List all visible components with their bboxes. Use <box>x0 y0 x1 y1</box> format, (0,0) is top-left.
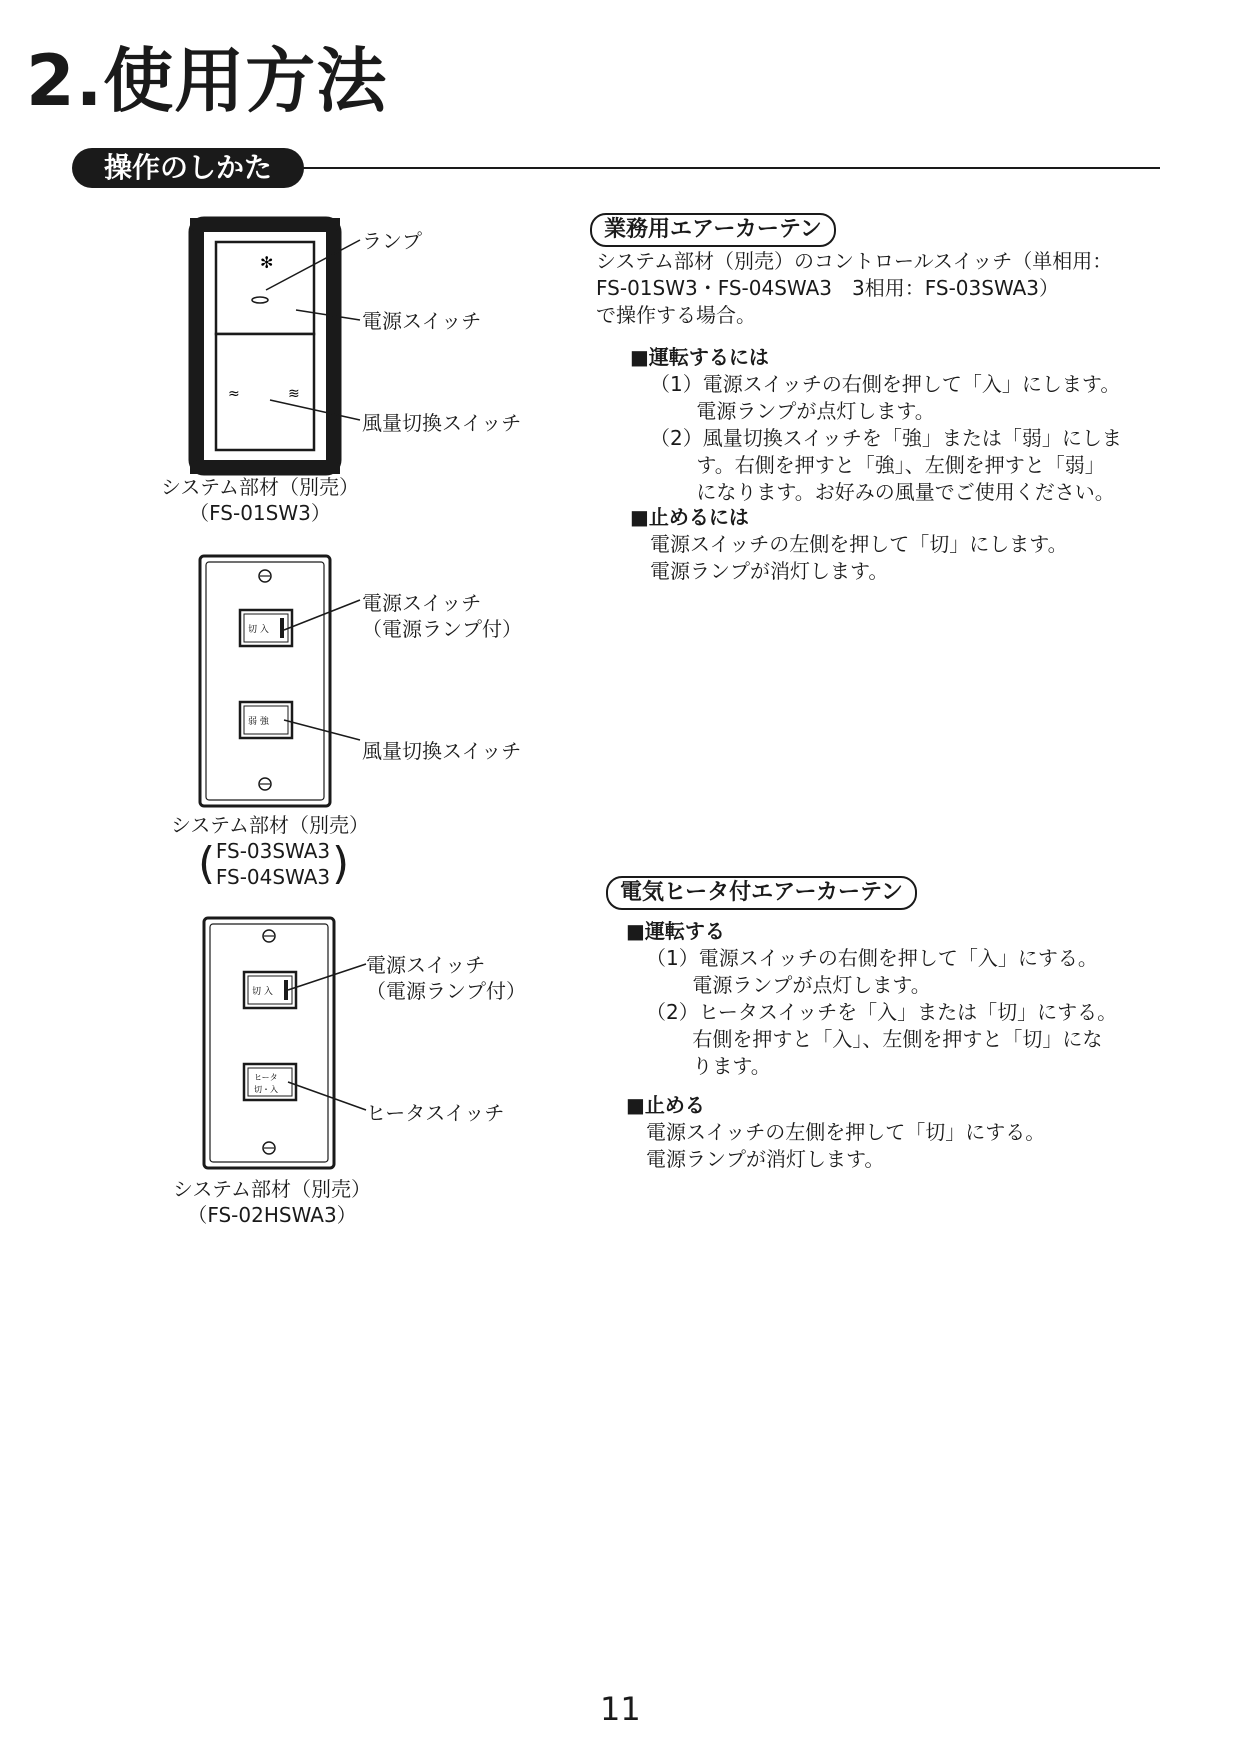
section1-heading: 業務用エアーカーテン <box>590 213 836 247</box>
caption-fig2-model-2: FS-04SWA3 <box>215 865 331 889</box>
run-line: 電源ランプが点灯します。 <box>646 973 931 997</box>
heater-switch-face-text-2: 切・入 <box>254 1085 278 1094</box>
section1-run <box>630 344 1122 506</box>
label-heater-switch: ヒータスイッチ <box>366 1101 505 1125</box>
section2-stop <box>626 1092 1045 1173</box>
caption-fig2-model-1: FS-03SWA3 <box>215 839 331 863</box>
run-line: （2）ヒータスイッチを「入」または「切」にする。 <box>646 1000 1118 1024</box>
intro-line: システム部材（別売）のコントロールスイッチ（単相用： <box>596 249 1113 273</box>
label-power-lamp-2: （電源ランプ付） <box>362 617 522 641</box>
stop-heading: ■止める <box>626 1093 705 1117</box>
leader-lines-fig2 <box>280 590 370 750</box>
label-power-switch-2: 電源スイッチ <box>362 591 482 615</box>
run-line: （1）電源スイッチの右側を押して「入」にする。 <box>646 946 1098 970</box>
label-power-switch-3: 電源スイッチ <box>366 953 486 977</box>
stop-heading: ■止めるには <box>630 505 749 529</box>
label-fan-switch-2: 風量切換スイッチ <box>362 739 522 763</box>
run-line: （1）電源スイッチの右側を押して「入」にします。 <box>650 372 1121 396</box>
label-lamp: ランプ <box>362 229 422 253</box>
power-switch-face-text-3: 切 入 <box>252 987 273 997</box>
stop-line: 電源ランプが消灯します。 <box>650 559 889 583</box>
heater-switch-face-text-1: ヒータ <box>254 1073 278 1082</box>
caption-fig3-model: （FS-02HSWA3） <box>187 1203 357 1227</box>
section-pill: 操作のしかた <box>72 148 304 188</box>
run-line: 電源ランプが点灯します。 <box>650 399 935 423</box>
run-line: （2）風量切換スイッチを「強」または「弱」にしま <box>650 426 1122 450</box>
intro-line: FS-01SW3・FS-04SWA3 3相用：FS-03SWA3） <box>596 276 1060 300</box>
leader-lines-fig3 <box>284 950 374 1120</box>
run-heading: ■運転する <box>626 919 725 943</box>
section-rule <box>300 167 1160 169</box>
run-heading: ■運転するには <box>630 345 769 369</box>
leader-lines-fig1 <box>260 230 370 430</box>
stop-line: 電源スイッチの左側を押して「切」にします。 <box>650 532 1068 556</box>
svg-text:≋: ≋ <box>288 386 300 402</box>
caption-fig2-paren-close: ) <box>332 838 350 889</box>
caption-fig2-line1: システム部材（別売） <box>171 813 369 837</box>
label-power-lamp-3: （電源ランプ付） <box>366 979 526 1003</box>
intro-line: で操作する場合。 <box>596 303 756 327</box>
label-power-switch: 電源スイッチ <box>362 309 482 333</box>
power-switch-face-text: 切 入 <box>248 625 269 635</box>
svg-text:≈: ≈ <box>228 386 240 402</box>
fan-switch-face-text: 弱 強 <box>248 717 269 727</box>
section1-intro <box>596 248 1112 329</box>
section2-run <box>626 918 1117 1080</box>
run-line: になります。お好みの風量でご使用ください。 <box>650 480 1115 504</box>
section2-heading: 電気ヒータ付エアーカーテン <box>606 876 917 910</box>
run-line: ります。 <box>646 1054 771 1078</box>
svg-text:✻: ✻ <box>260 253 274 272</box>
run-line: す。右側を押すと「強」、左側を押すと「弱」 <box>650 453 1105 477</box>
stop-line: 電源スイッチの左側を押して「切」にする。 <box>646 1120 1046 1144</box>
caption-fig2-paren-open: ( <box>198 838 216 889</box>
stop-line: 電源ランプが消灯します。 <box>646 1147 885 1171</box>
label-fan-switch: 風量切換スイッチ <box>362 411 522 435</box>
caption-fig3-line1: システム部材（別売） <box>173 1177 371 1201</box>
caption-fig1-line1: システム部材（別売） <box>161 475 359 499</box>
page-title: 2.使用方法 <box>26 40 388 122</box>
section1-stop <box>630 504 1068 585</box>
page-number: 11 <box>600 1690 641 1728</box>
caption-fig1-model: （FS-01SW3） <box>189 501 331 525</box>
run-line: 右側を押すと「入」、左側を押すと「切」にな <box>646 1027 1103 1051</box>
